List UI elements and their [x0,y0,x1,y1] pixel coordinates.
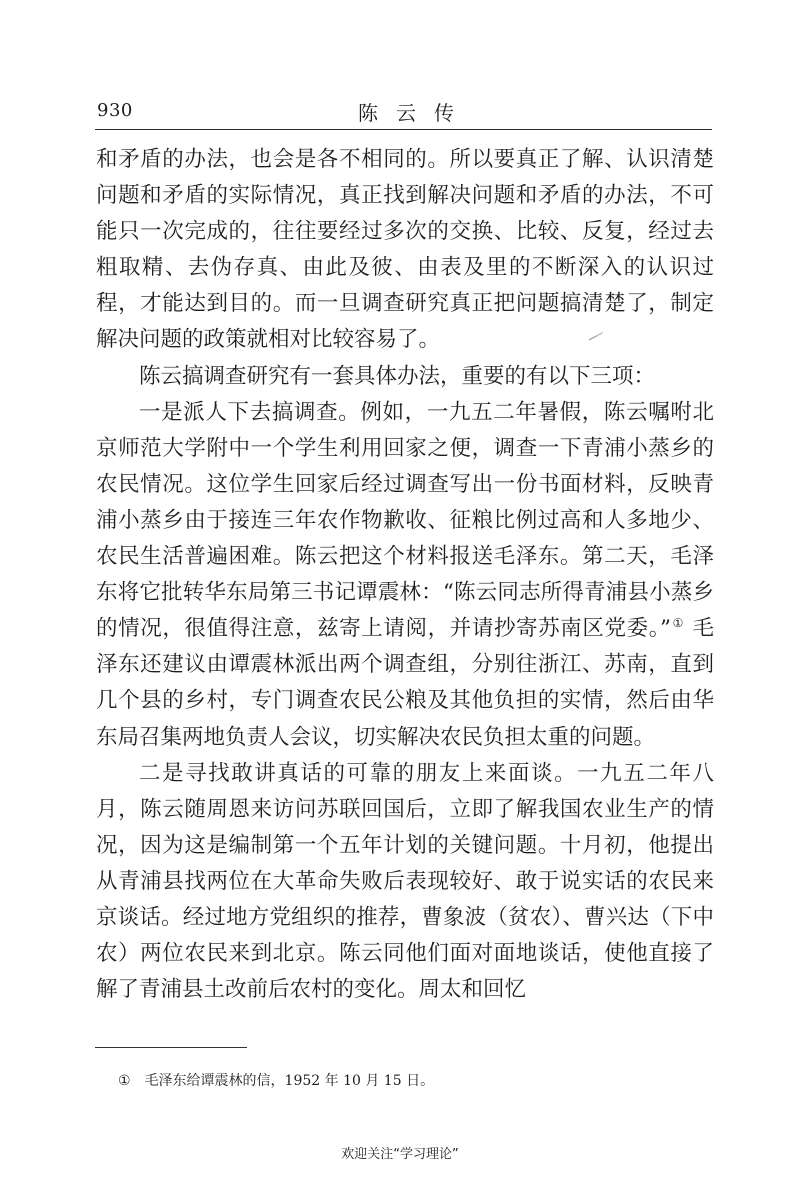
paragraph-3-text-b: 毛泽东还建议由谭震林派出两个调查组，分别往浙江、苏南，直到几个县的乡村，专门调查农民公粮及其他负担的实情，然后由华东局召集两地负责人会议，切实解决农民负担太重的问题。 [96,616,714,750]
paragraph-4: 二是寻找敢讲真话的可靠的朋友上来面谈。一九五二年八月，陈云随周恩来访问苏联回国后，立即了解我国农业生产的情况，因为这是编制第一个五年计划的关键问题。十月初，他提出从青浦县找两位在大革命失败后表现较好、敢于说实话的农民来京谈话。经过地方党组织的推荐，曹象波（贫农）、曹兴达（下中农）两位农民来到北京。陈云同他们面对面地谈话，使他直接了解了青浦县土改前后农村的变化。周太和回忆 [96,760,714,1003]
paragraph-3-text-a: 一是派人下去搞调查。例如，一九五二年暑假，陈云嘱咐北京师范大学附中一个学生利用回家之便，调查一下青浦小蒸乡的农民情况。这位学生回家后经过调查写出一份书面材料，反映青浦小蒸乡由于接连三年农作物歉收、征粮比例过高和人多地少、农民生活普遍困难。陈云把这个材料报送毛泽东。第二天，毛泽东将它批转华东局第三书记谭震林：“陈云同志所得青浦县小蒸乡的情况，很值得注意，兹寄上请阅，并请抄寄苏南区党委。” [96,399,714,642]
pencil-mark-icon [588,331,604,341]
paragraph-3 [96,395,714,756]
footnote-mark: ① [118,1073,131,1089]
running-title: 陈云传 [358,101,472,125]
paragraph-2: 陈云搞调查研究有一套具体办法，重要的有以下三项： [139,363,656,389]
footnote-text: 毛泽东给谭震林的信，1952 年 10 月 15 日。 [144,1073,435,1089]
footnote-reference[interactable]: ① [672,616,685,631]
page-number: 930 [97,100,133,121]
paragraph-1: 和矛盾的办法，也会是各不相同的。所以要真正了解、认识清楚问题和矛盾的实际情况，真正找到解决问题和矛盾的办法，不可能只一次完成的，往往要经过多次的交换、比较、反复，经过去粗取精、去伪存真、由此及彼、由表及里的不断深入的认识过程，才能达到目的。而一旦调查研究真正把问题搞清楚了，制定解决问题的政策就相对比较容易了。 [96,147,714,353]
header-rule [95,129,712,130]
footnote-rule [95,1047,247,1048]
body-text [96,142,714,1008]
footnote [118,1072,434,1090]
watermark-caption: 欢迎关注“学习理论” [341,1147,459,1162]
